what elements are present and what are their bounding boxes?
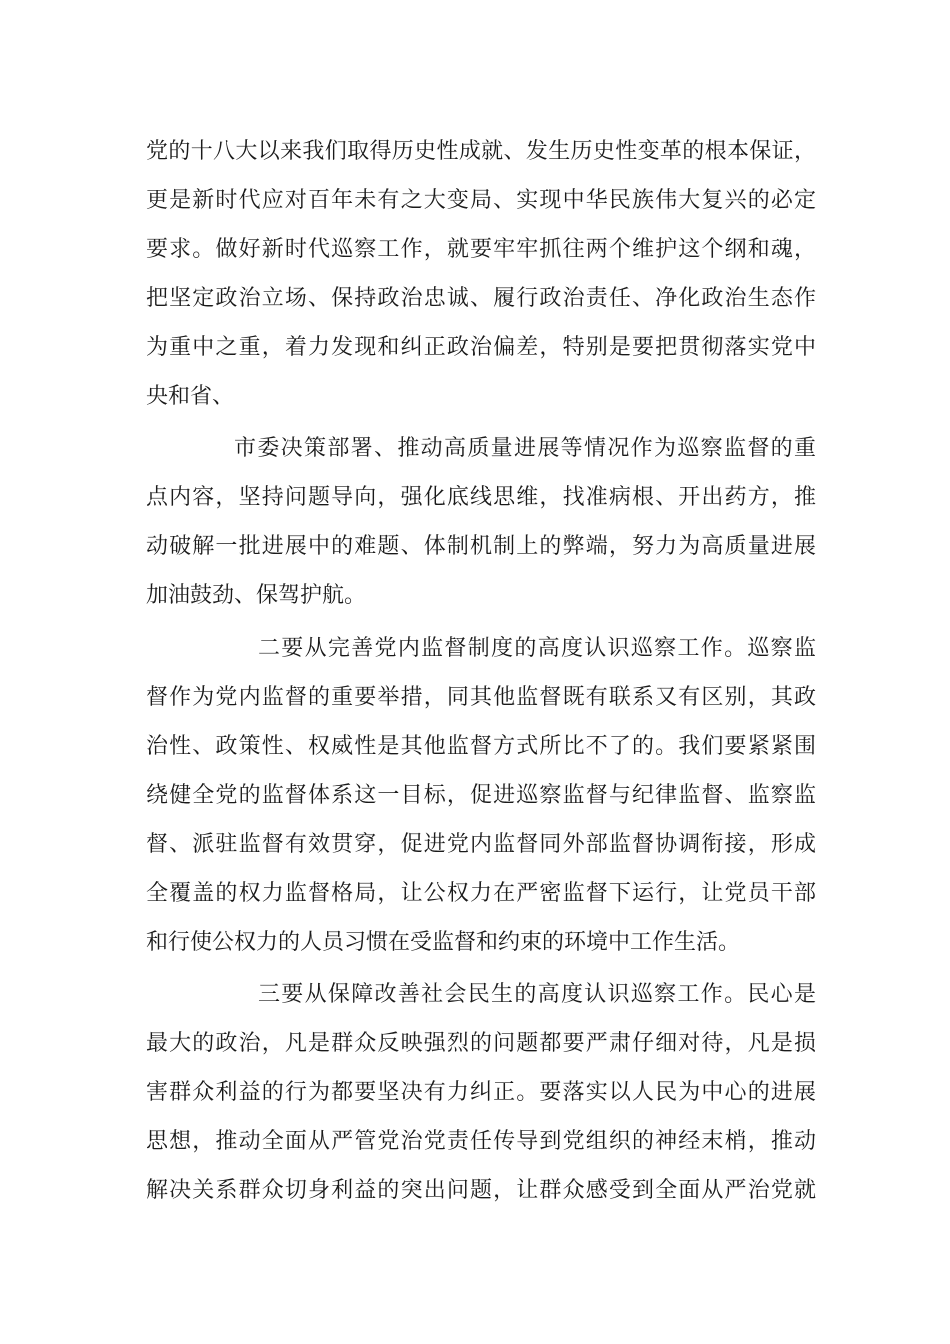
text-line: 央和省、 (146, 384, 235, 409)
text-line: 思想，推动全面从严管党治党责任传导到党组织的神经末梢，推动 (146, 1129, 816, 1154)
text-line: 解决关系群众切身利益的突出问题，让群众感受到全面从严治党就 (146, 1178, 816, 1203)
text-line: 治性、政策性、权威性是其他监督方式所比不了的。我们要紧紧围 (146, 734, 816, 759)
paragraph-1 (146, 127, 816, 421)
text-line: 为重中之重，着力发现和纠正政治偏差，特别是要把贯彻落实党中 (146, 335, 816, 360)
text-line: 点内容，坚持问题导向，强化底线思维，找准病根、开出药方，推 (146, 485, 816, 510)
text-line: 和行使公权力的人员习惯在受监督和约束的环境中工作生活。 (146, 930, 741, 955)
text-line: 督作为党内监督的重要举措，同其他监督既有联系又有区别，其政 (146, 685, 816, 710)
text-line: 全覆盖的权力监督格局，让公权力在严密监督下运行，让党员干部 (146, 881, 816, 906)
text-line: 要求。做好新时代巡察工作，就要牢牢抓往两个维护这个纲和魂， (146, 237, 816, 262)
text-line: 三要从保障改善社会民生的高度认识巡察工作。民心是 (258, 982, 816, 1007)
text-line: 把坚定政治立场、保持政治忠诚、履行政治责任、净化政治生态作 (146, 286, 816, 311)
paragraph-4 (146, 970, 816, 1215)
paragraph-2 (146, 424, 816, 620)
text-line: 二要从完善党内监督制度的高度认识巡察工作。巡察监 (258, 636, 816, 661)
text-line: 市委决策部署、推动高质量进展等情况作为巡察监督的重 (234, 436, 816, 461)
text-line: 加油鼓劲、保驾护航。 (146, 583, 367, 608)
text-line: 动破解一批进展中的难题、体制机制上的弊端，努力为高质量进展 (146, 534, 816, 559)
paragraph-3 (146, 624, 816, 967)
text-line: 党的十八大以来我们取得历史性成就、发生历史性变革的根本保证， (146, 139, 816, 164)
text-line: 绕健全党的监督体系这一目标，促进巡察监督与纪律监督、监察监 (146, 783, 816, 808)
text-line: 害群众利益的行为都要坚决有力纠正。要落实以人民为中心的进展 (146, 1080, 816, 1105)
text-line: 督、派驻监督有效贯穿，促进党内监督同外部监督协调衔接，形成 (146, 832, 816, 857)
text-line: 最大的政治，凡是群众反映强烈的问题都要严肃仔细对待，凡是损 (146, 1031, 816, 1056)
text-line: 更是新时代应对百年未有之大变局、实现中华民族伟大复兴的必定 (146, 188, 816, 213)
